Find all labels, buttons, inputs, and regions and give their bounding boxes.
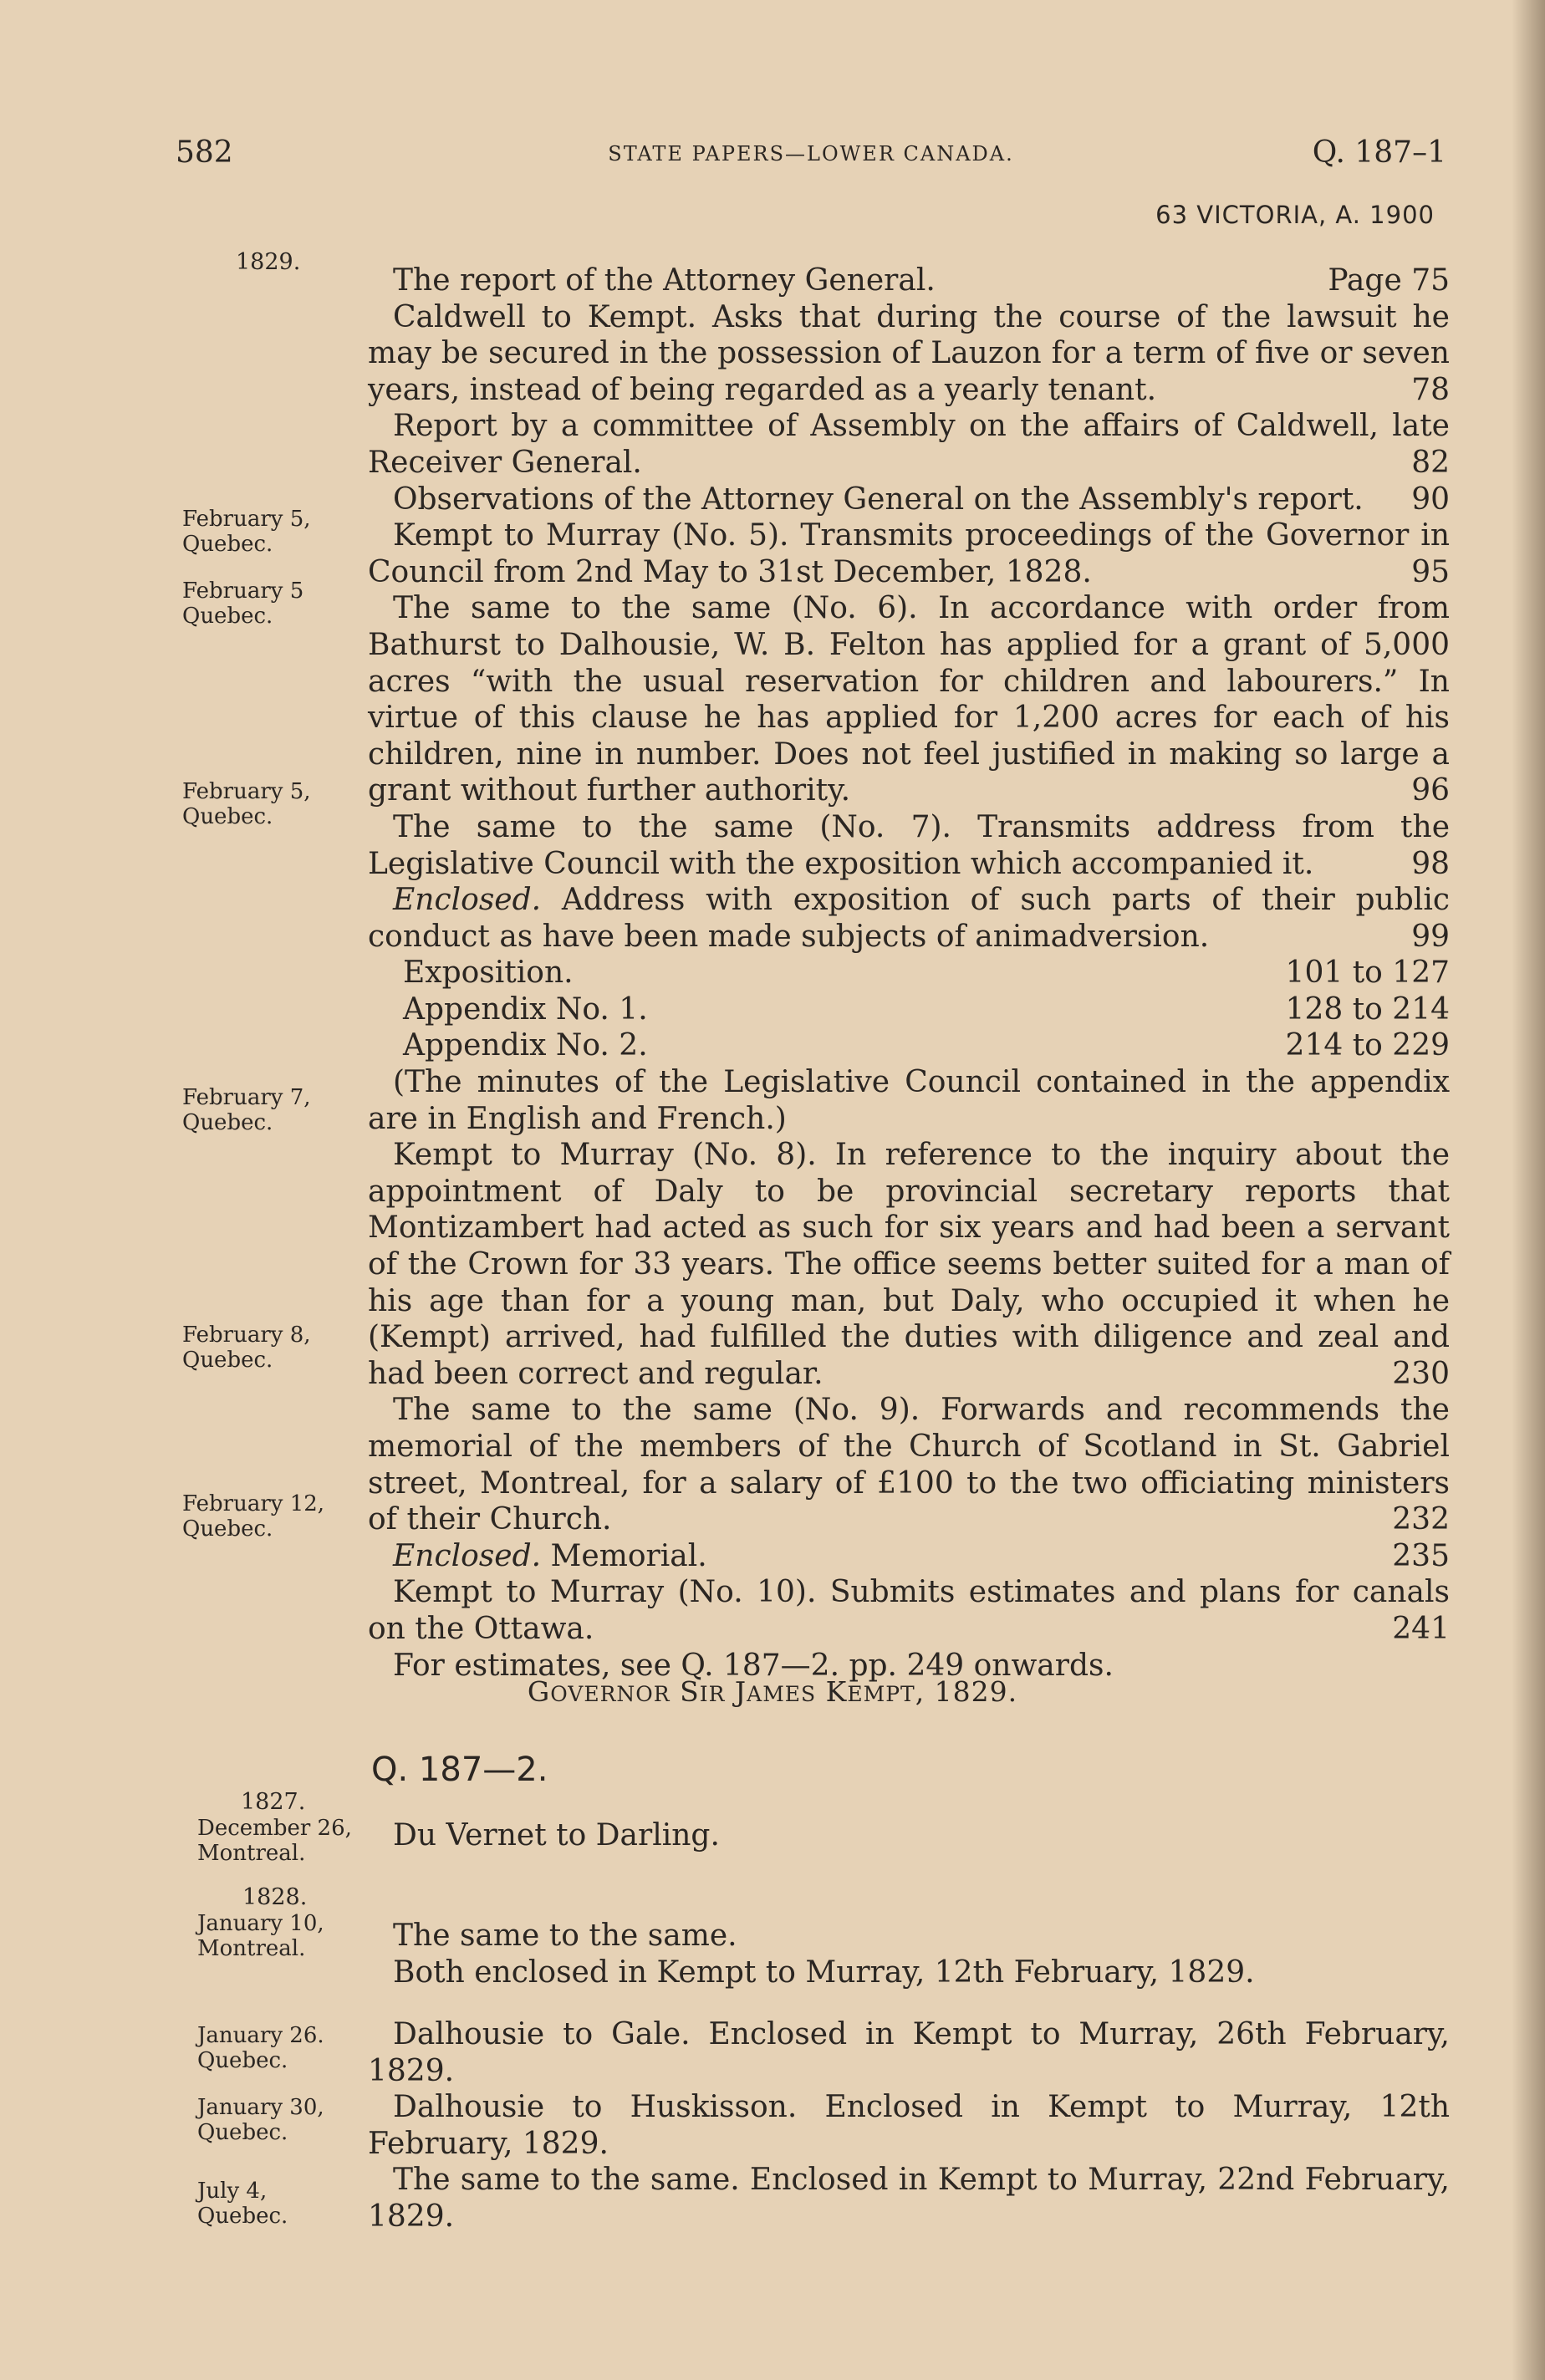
sub-entry-appendix-1: Appendix No. 1. 128 to 214 (403, 991, 1450, 1027)
date-2: February 5 Quebec. (182, 578, 304, 629)
entry-dalhousie-huskisson: Dalhousie to Huskisson. Enclosed in Kempt to Murray, 12th February, 1829. (368, 2090, 1450, 2161)
entry-1: The report of the Attorney General. Page 75 (393, 263, 1450, 298)
year-1829: 1829. (236, 249, 301, 275)
volume-reference: Q. 187–1 (1312, 135, 1446, 170)
volume-heading: Q. 187—2. (371, 1751, 548, 1789)
entry-5: Kempt to Murray (No. 5). Transmits proceedings of the Governor in Council from 2nd May to 31st December, 1828. 95 (368, 518, 1450, 589)
entry-10: Kempt to Murray (No. 8). In reference to the inquiry about the appointment of Daly to be provincial secretary reports that Montizambert had acted as such for six years and had been a servant of the Crown for 33 years. The office seems better suited for a man of his age than for a young man, but Daly, who occupied it when he (Kempt) arrived, had fulfilled the duties with diligence and zeal and had been correct and regular. 230 (368, 1138, 1450, 1391)
entry-12: Enclosed. Memorial. 235 (393, 1538, 1450, 1573)
entry-7: The same to the same (No. 7). Transmits address from the Legislative Council with the exposition which accompanied it. 98 (368, 809, 1450, 881)
date-6: February 12, Quebec. (182, 1491, 325, 1542)
page-header (176, 135, 1446, 177)
entry-11: The same to the same (No. 9). Forwards and recommends the memorial of the members of the Church of Scotland in St. Gabriel street, Montreal, for a salary of £100 to the two officiating ministers of their Church. 232 (368, 1393, 1450, 1537)
entry-dalhousie-gale: Dalhousie to Gale. Enclosed in Kempt to Murray, 26th February, 1829. (368, 2017, 1450, 2088)
entry-3: Report by a committee of Assembly on the affairs of Caldwell, late Receiver General. 82 (368, 409, 1450, 480)
date-3: February 5, Quebec. (182, 779, 311, 829)
year-1827: 1827. (241, 1789, 306, 1815)
date-8: January 10, Montreal. (197, 1911, 324, 1961)
entries-list (368, 262, 1450, 1684)
entry-6: The same to the same (No. 6). In accordance with order from Bathurst to Dalhousie, W. B. Felton has applied for a grant of 5,000 acres “with the usual reservation for children and labourers.” In virtue of this clause he has applied for 1,200 acres for each of his children, nine in number. Does not feel justified in making so large a grant without further authority. 96 (368, 591, 1450, 808)
page-number: 582 (176, 135, 233, 170)
date-5: February 8, Quebec. (182, 1323, 311, 1373)
date-11: July 4, Quebec. (197, 2179, 288, 2229)
entry-same-july: The same to the same. Enclosed in Kempt to Murray, 22nd February, 1829. (368, 2163, 1450, 2234)
date-7: December 26, Montreal. (197, 1816, 352, 1866)
entries-dalhousie (368, 2016, 1450, 2235)
entry-14: For estimates, see Q. 187—2. pp. 249 onwards. (393, 1648, 1114, 1683)
running-title: STATE PAPERS—LOWER CANADA. (608, 142, 1014, 166)
entry-9: (The minutes of the Legislative Council contained in the appendix are in English and French.) (368, 1065, 1450, 1136)
entry-du-vernet: Du Vernet to Darling. (393, 1818, 720, 1853)
date-9: January 26. Quebec. (197, 2023, 324, 2073)
entry-2: Caldwell to Kempt. Asks that during the course of the lawsuit he may be secured in the possession of Lauzon for a term of five or seven years, instead of being regarded as a yearly tenant. 78 (368, 299, 1450, 407)
sub-entry-appendix-2: Appendix No. 2. 214 to 229 (403, 1028, 1450, 1063)
date-10: January 30, Quebec. (197, 2095, 324, 2145)
entry-13: Kempt to Murray (No. 10). Submits estimates and plans for canals on the Ottawa. 241 (368, 1575, 1450, 1646)
entry-same-to-same: The same to the same. Both enclosed in Kempt to Murray, 12th February, 1829. (393, 1919, 1255, 1990)
entry-8: Enclosed. Address with exposition of such parts of their public conduct as have been made subjects of animadversion. 99 (368, 883, 1450, 954)
sub-entry-exposition: Exposition. 101 to 127 (403, 956, 1450, 991)
session-label: 63 VICTORIA, A. 1900 (1155, 201, 1435, 229)
date-4: February 7, Quebec. (182, 1085, 311, 1135)
section-heading: GOVERNOR SIR JAMES KEMPT, 1829. (527, 1675, 1018, 1708)
date-1: February 5, Quebec. (182, 507, 311, 557)
entry-4: Observations of the Attorney General on the Assembly's report. 90 (393, 482, 1450, 517)
year-1828: 1828. (242, 1884, 308, 1910)
